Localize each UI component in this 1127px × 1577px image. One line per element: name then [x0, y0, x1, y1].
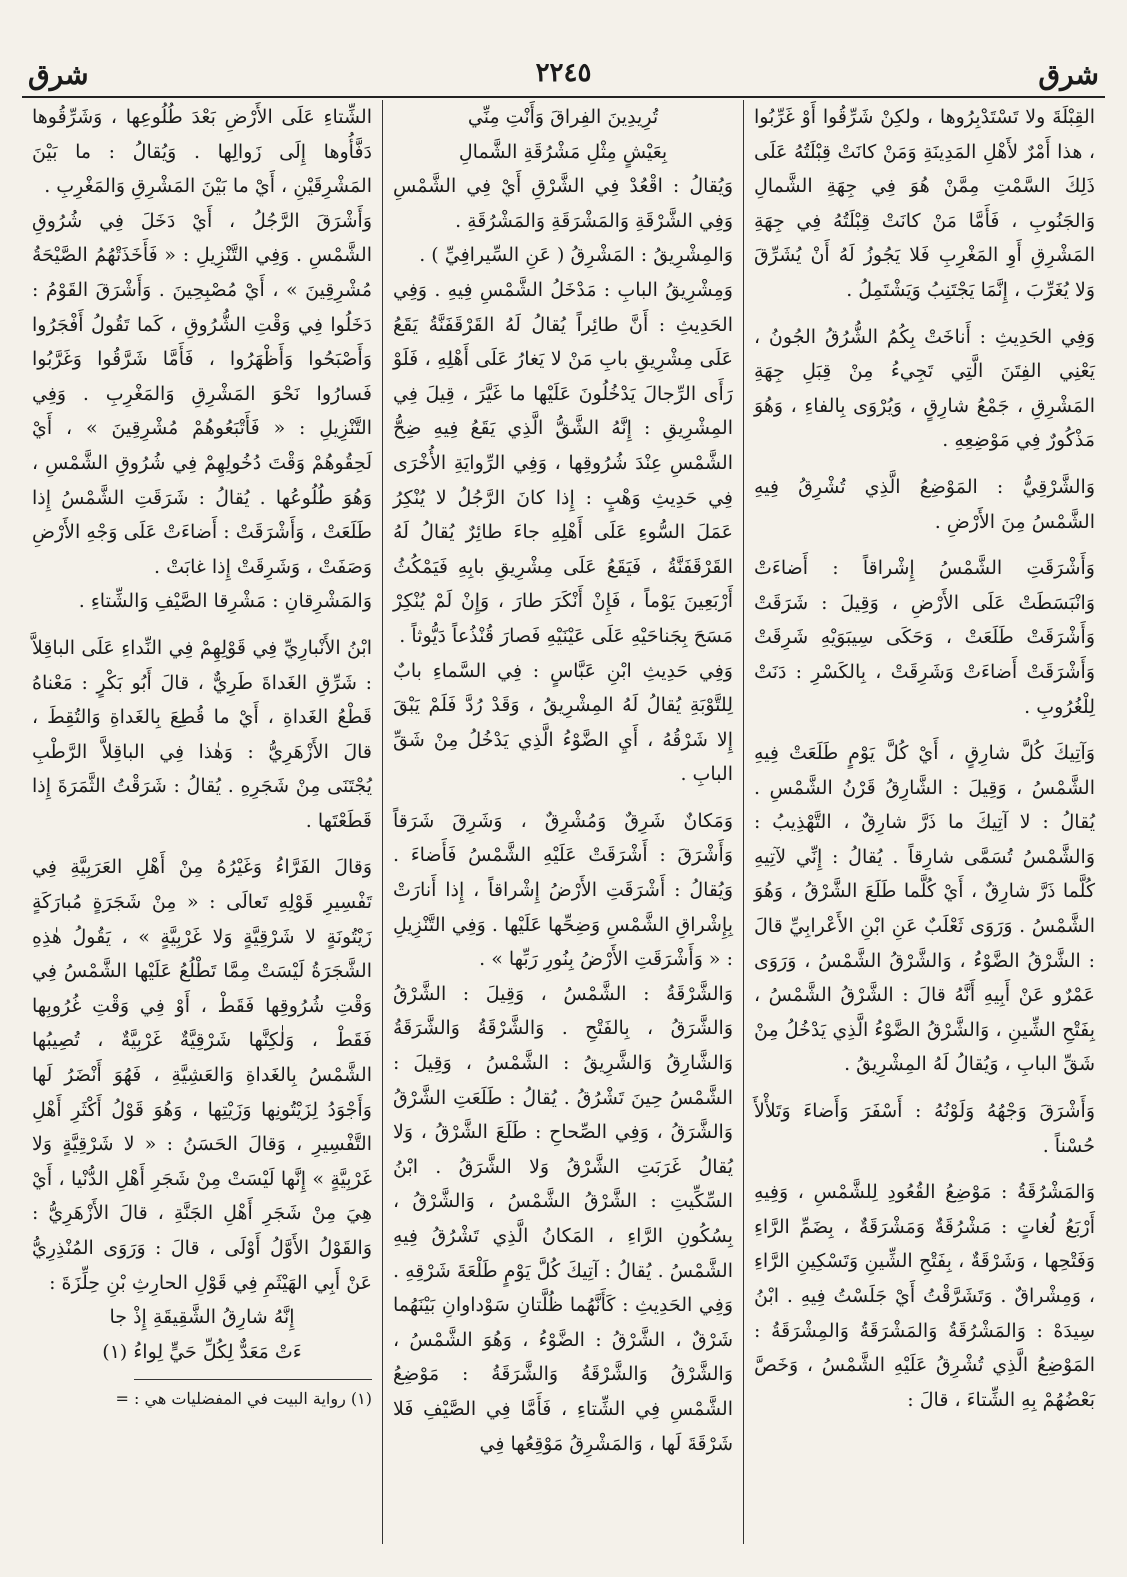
entry-paragraph: وَالمِشْرِيقُ : المَشْرِقُ ( عَنِ السِّيرافِيِّ ) . [419, 244, 733, 267]
verse-line: بِعَيْشٍ مِثْلِ مَشْرُقَةِ الشَّمالِ [458, 140, 668, 163]
entry-paragraph: الشِّتاءِ عَلَى الأَرْضِ بَعْدَ طُلُوعِها ، وَشَرِّقُوها دَفَّأُوها إِلَى زَوالِها . وَيُقالُ : ما بَيْنَ المَشْرِقَيْنِ ، أَيْ ما بَيْنَ المَشْرِقِ وَالمَغْرِبِ . [32, 106, 372, 198]
page-header [22, 56, 1105, 98]
entry-paragraph: وَآتِيكَ كُلَّ شارِقٍ ، أَيْ كُلَّ يَوْمٍ طَلَعَتْ فِيهِ الشَّمْسُ ، وَقِيلَ : الشَّارِقُ قَرْنُ الشَّمْسِ . يُقالُ : لا آتِيكَ ما ذَرَّ شارِقٌ ، التَّهْذِيبُ : وَالشَّمْسُ تُسَمَّى شارِقاً . يُقالُ : إِنِّي لآتِيهِ كُلَّما ذَرَّ شارِقٌ ، أَيْ كُلَّما طَلَعَ الشَّرْقُ ، وَهُوَ الشَّمْسُ . وَرَوَى ثَعْلَبٌ عَنِ ابْنِ الأَعْرابِيِّ قالَ : الشَّرْقُ الضَّوْءُ ، وَالشَّرْقُ الشَّمْسُ ، وَرَوَى عَمْرٌو عَنْ أَبِيهِ أَنَّهُ قالَ : الشَّرْقُ الشَّمْسُ ، بِفَتْحِ الشِّينِ ، وَالشَّرْقُ الضَّوْءُ الَّذِي يَدْخُلُ مِنْ شَقِّ البابِ ، وَيُقالُ لَهُ المِشْرِيقُ . [754, 742, 1095, 1076]
entry-paragraph: وَفِي حَدِيثِ ابْنِ عَبَّاسٍ : فِي السَّماءِ بابٌ لِلتَّوْبَةِ يُقالُ لَهُ المِشْرِيقُ ، وَقَدْ رُدَّ فَلَمْ يَبْقَ إِلا شَرْقُهُ ، أَيِ الضَّوْءُ الَّذِي يَدْخُلُ مِنْ شَقِّ البابِ . [393, 659, 733, 786]
entry-paragraph: وَأَشْرَقَ الرَّجُلُ ، أَيْ دَخَلَ فِي شُرُوقِ الشَّمْسِ . وَفِي التَّنْزِيلِ : « فَأَخَذَتْهُمُ الصَّيْحَةُ مُشْرِقِينَ » ، أَيْ مُصْبِحِينَ . وَأَشْرَقَ القَوْمُ : دَخَلُوا فِي وَقْتِ الشُّرُوقِ ، كَما تَقُولُ أَفْجَرُوا وَأَصْبَحُوا وَأَظْهَرُوا ، فَأَمَّا شَرَّقُوا وَغَرَّبُوا فَسارُوا نَحْوَ المَشْرِقِ وَالمَغْرِبِ . وَفِي التَّنْزِيلِ : « فَأَتْبَعُوهُمْ مُشْرِقِينَ » ، أَيْ لَحِقُوهُمْ وَقْتَ دُخُولِهِمْ فِي شُرُوقِ الشَّمْسِ ، وَهُوَ طُلُوعُها . يُقالُ : شَرَقَتِ الشَّمْسُ إِذا طَلَعَتْ ، وَأَشْرَقَتْ : أَضاءَتْ عَلَى وَجْهِ الأَرْضِ وَصَفَتْ ، وَشَرِقَتْ إِذا غابَتْ . [32, 209, 372, 578]
entry-paragraph: ابْنُ الأَنْبارِيِّ فِي قَوْلِهِمْ فِي النِّداءِ عَلَى الباقِلاَّ : شَرِّقِ الغَداةَ طَرِيٌّ ، قالَ أَبُو بَكْرٍ : مَعْناهُ قَطْعُ الغَداةِ ، أَيْ ما قُطِعَ بِالغَداةِ وَالتُقِطَ ، قالَ الأَزْهَرِيُّ : وَهٰذا فِي الباقِلاَّ الرَّطْبِ يُجْتَنَى مِنْ شَجَرِهِ . يُقالُ : شَرَقْتُ الثَّمَرَةَ إِذا قَطَعْتَها . [32, 636, 372, 832]
entry-paragraph: وَفِي الحَدِيثِ : أَناخَتْ بِكُمُ الشُّرُقُ الجُونُ ، يَعْنِي الفِتَنَ الَّتِي تَجِيءُ مِنْ قِبَلِ جِهَةِ المَشْرِقِ ، جَمْعُ شارِقٍ ، وَيُرْوَى بِالفاءِ ، وَهُوَ مَذْكُورٌ فِي مَوْضِعِهِ . [754, 325, 1095, 452]
text-columns [22, 100, 1105, 1544]
entry-paragraph: وَيُقالُ : اقْعُدْ فِي الشَّرْقِ أَيْ فِي الشَّمْسِ وَفِي الشَّرْقَةِ وَالمَشْرَقَةِ وَالمَشْرُقَةِ . [393, 175, 733, 232]
running-head-left: شرق [28, 58, 89, 91]
page-number: ٢٢٤٥ [535, 58, 592, 88]
column-right [744, 100, 1105, 1544]
verse-line: تُرِيدِينَ الفِراقَ وَأَنْتِ مِنِّي [467, 106, 659, 128]
entry-paragraph: وَمِشْرِيقُ البابِ : مَدْخَلُ الشَّمْسِ فِيهِ . وَفِي الحَدِيثِ : أَنَّ طائِراً يُقالُ لَهُ القَرْقَفَنَّةُ يَقَعُ عَلَى مِشْرِيقِ بابِ مَنْ لا يَغارُ عَلَى أَهْلِهِ ، فَلَوْ رَأَى الرِّجالَ يَدْخُلُونَ عَلَيْها ما غَيَّرَ ، قِيلَ فِي المِشْرِيقِ : إِنَّهُ الشَّقُّ الَّذِي يَقَعُ فِيهِ ضِحُّ الشَّمْسِ عِنْدَ شُرُوقِها ، وَفِي الرِّوايَةِ الأُخْرَى فِي حَدِيثِ وَهْبٍ : إِذا كانَ الرَّجُلُ لا يُنْكِرُ عَمَلَ السُّوءِ عَلَى أَهْلِهِ جاءَ طائِرٌ يُقالُ لَهُ القَرْقَفَنَّةُ ، فَيَقَعُ عَلَى مِشْرِيقِ بابِهِ فَيَمْكُثُ أَرْبَعِينَ يَوْماً ، فَإِنْ أَنْكَرَ طارَ ، وَإِنْ لَمْ يُنْكِرْ مَسَحَ بِجَناحَيْهِ عَلَى عَيْنَيْهِ فَصارَ قُنْذُعاً دَيُّوثاً . [393, 278, 733, 647]
footnote-divider [134, 1379, 372, 1380]
entry-paragraph: وَأَشْرَقَ وَجْهُهُ وَلَوْنُهُ : أَسْفَرَ وَأَضاءَ وَتَلأْلأَ حُسْناً . [754, 1100, 1095, 1157]
entry-paragraph: وَمَكانٌ شَرِقٌ وَمُشْرِقٌ ، وَشَرِقَ شَرَقاً وَأَشْرَقَ : أَشْرَقَتْ عَلَيْهِ الشَّمْسُ فَأَضاءَ . وَيُقالُ : أَشْرَقَتِ الأَرْضُ إِشْراقاً ، إِذا أَنارَتْ بِإِشْراقِ الشَّمْسِ وَضِحِّها عَلَيْها . وَفِي التَّنْزِيلِ : « وَأَشْرَقَتِ الأَرْضُ بِنُورِ رَبِّها » . [393, 809, 733, 971]
entry-paragraph: وَالشَّرْقَةُ : الشَّمْسُ ، وَقِيلَ : الشَّرْقُ وَالشَّرَقُ ، بِالفَتْحِ . وَالشَّرْقَةُ وَالشَّرَقَةُ وَالشَّارِقُ وَالشَّرِيقُ : الشَّمْسُ ، وَقِيلَ : الشَّمْسُ حِينَ تَشْرُقُ . يُقالُ : طَلَعَتِ الشَّرْقُ وَالشَّرَقُ ، وَفِي الصِّحاحِ : طَلَعَ الشَّرْقُ ، وَلا يُقالُ غَرَبَتِ الشَّرْقُ وَلا الشَّرَقُ . ابْنُ السِّكِّيتِ : الشَّرْقُ الشَّمْسُ ، وَالشَّرْقُ ، بِسُكُونِ الرَّاءِ ، المَكانُ الَّذِي تَشْرُقُ فِيهِ الشَّمْسُ . يُقالُ : آتِيكَ كُلَّ يَوْمٍ طَلْعَةَ شَرْقِهِ . وَفِي الحَدِيثِ : كَأَنَّهُما ظُلَّتانِ سَوْداوانِ بَيْنَهُما شَرْقٌ ، الشَّرْقُ : الضَّوْءُ ، وَهُوَ الشَّمْسُ ، وَالشَّرْقُ وَالشَّرْقَةُ وَالشَّرَقَةُ : مَوْضِعُ الشَّمْسِ فِي الشِّتاءِ ، فَأَمَّا فِي الصَّيْفِ فَلا شَرْقَةَ لَها ، وَالمَشْرِقُ مَوْقِعُها فِي [393, 982, 733, 1455]
entry-paragraph: وَالمَشْرِقانِ : مَشْرِقا الصَّيْفِ وَالشِّتاءِ . [78, 590, 372, 613]
column-middle [383, 100, 744, 1544]
column-left [22, 100, 383, 1544]
entry-paragraph: وَقالَ الفَرَّاءُ وَغَيْرُهُ مِنْ أَهْلِ العَرَبِيَّةِ فِي تَفْسِيرِ قَوْلِهِ تَعالَى : « مِنْ شَجَرَةٍ مُبارَكَةٍ زَيْتُونَةٍ لا شَرْقِيَّةٍ وَلا غَرْبِيَّةٍ » ، يَقُولُ هٰذِهِ الشَّجَرَةُ لَيْسَتْ مِمَّا تَطْلُعُ عَلَيْها الشَّمْسُ فِي وَقْتِ شُرُوقِها فَقَطْ ، أَوْ فِي وَقْتِ غُرُوبِها فَقَطْ ، وَلٰكِنَّها شَرْقِيَّةٌ غَرْبِيَّةٌ ، تُصِيبُها الشَّمْسُ بِالغَداةِ وَالعَشِيَّةِ ، فَهُوَ أَنْضَرُ لَها وَأَجْوَدُ لِزَيْتُونِها وَزَيْتِها ، وَهُوَ قَوْلُ أَكْثَرِ أَهْلِ التَّفْسِيرِ ، وَقالَ الحَسَنُ : « لا شَرْقِيَّةٍ وَلا غَرْبِيَّةٍ » إِنَّها لَيْسَتْ مِنْ شَجَرِ أَهْلِ الدُّنْيا ، أَيْ هِيَ مِنْ شَجَرِ أَهْلِ الجَنَّةِ ، قالَ الأَزْهَرِيُّ : وَالقَوْلُ الأَوَّلُ أَوْلَى ، قالَ : وَرَوَى المُنْذِرِيُّ عَنْ أَبِي الهَيْثَمِ فِي قَوْلِ الحارِثِ بْنِ حِلِّزَةَ : [32, 856, 372, 1294]
entry-paragraph: وَالمَشْرُقَةُ : مَوْضِعُ القُعُودِ لِلشَّمْسِ ، وَفِيهِ أَرْبَعُ لُغاتٍ : مَشْرُقَةٌ وَمَشْرَقَةٌ ، بِضَمِّ الرَّاءِ وَفَتْحِها ، وَشَرْقَةٌ ، بِفَتْحِ الشِّينِ وَتَسْكِينِ الرَّاءِ ، وَمِشْراقٌ . وَتَشَرَّقْتُ أَيْ جَلَسْتُ فِيهِ . ابْنُ سِيدَهْ : وَالمَشْرُقَةُ وَالمَشْرَقَةُ وَالمِشْرَقَةُ : المَوْضِعُ الَّذِي تُشْرِقُ عَلَيْهِ الشَّمْسُ ، وَخَصَّ بَعْضُهُمْ بِهِ الشِّتاءَ ، قالَ : [754, 1181, 1095, 1411]
running-head-right: شرق [1038, 58, 1099, 91]
entry-paragraph: وَأَشْرَقَتِ الشَّمْسُ إِشْراقاً : أَضاءَتْ وَانْبَسَطَتْ عَلَى الأَرْضِ ، وَقِيلَ : شَرَقَتْ وَأَشْرَقَتْ طَلَعَتْ ، وَحَكَى سِيبَوَيْهِ شَرِقَتْ وَأَشْرَقَتْ أَضاءَتْ وَشَرِقَتْ ، بِالكَسْرِ : دَنَتْ لِلْغُرُوبِ . [754, 557, 1095, 718]
entry-paragraph: وَالشَّرْقِيُّ : المَوْضِعُ الَّذِي تُشْرِقُ فِيهِ الشَّمْسُ مِنَ الأَرْضِ . [754, 475, 1095, 533]
verse-line: إِنَّهُ شارِقُ الشَّقِيقَةِ إِذْ جا [109, 1306, 295, 1329]
dictionary-page [22, 56, 1105, 1544]
entry-paragraph: القِبْلَةَ ولا تَسْتَدْبِرُوها ، ولكِنْ شَرِّقُوا أَوْ غَرِّبُوا ، هذا أَمْرٌ لأَهْلِ المَدِينَةِ وَمَنْ كانَتْ قِبْلَتُهُ عَلَى ذَلِكَ السَّمْتِ مِمَّنْ هُوَ فِي جِهَةِ الشَّمالِ وَالجَنُوبِ ، فَأَمَّا مَنْ كانَتْ قِبْلَتُهُ فِي جِهَةِ المَشْرِقِ أَوِ المَغْرِبِ فَلا يَجُوزُ لَهُ أَنْ يُشَرِّقَ وَلا يُغَرِّبَ ، إِنَّمَا يَجْتَنِبُ وَيَشْتَمِلُ . [754, 106, 1095, 301]
verse-line: ءَتْ مَعَدٌّ لِكُلِّ حَيٍّ لِواءُ (١) [102, 1340, 302, 1363]
footnote: (١) رواية البيت في المفضليات هي : = [115, 1389, 372, 1409]
